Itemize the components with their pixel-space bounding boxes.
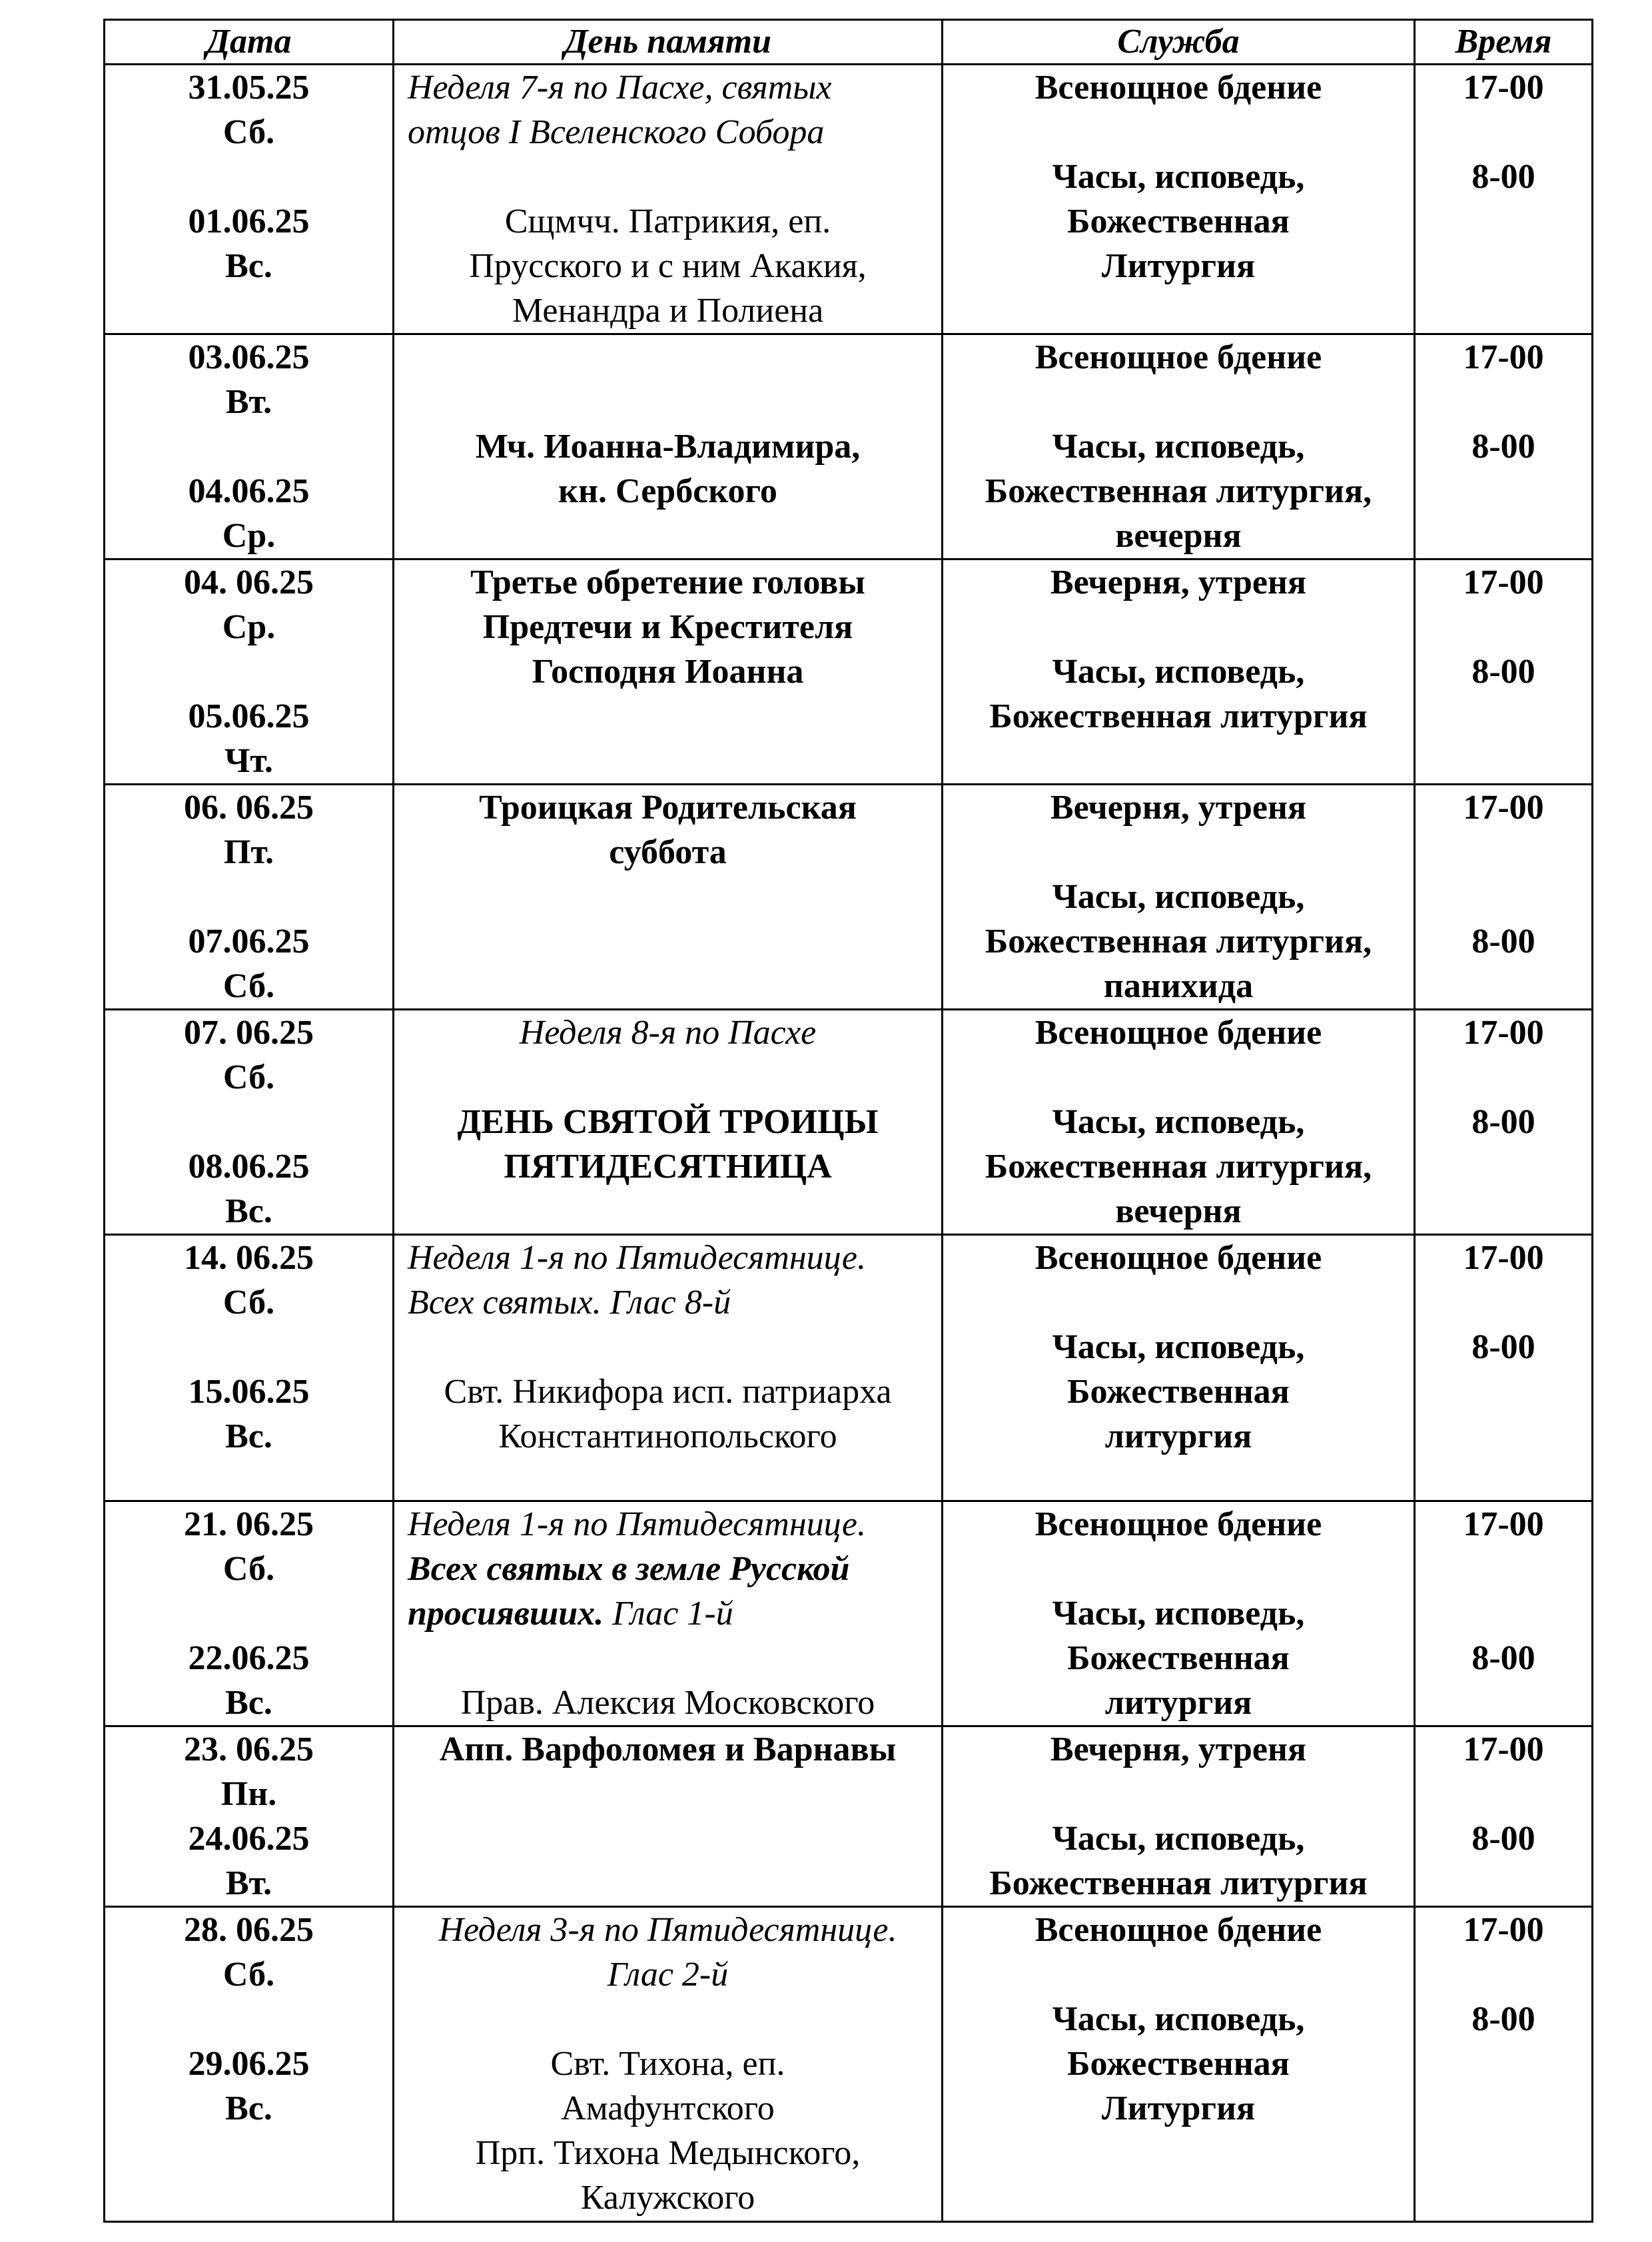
service-line: литургия [1104, 1417, 1252, 1455]
date-line [105, 1997, 392, 2042]
date-line: Сб. [222, 1550, 275, 1588]
service-line: Божественная [1067, 1639, 1290, 1677]
time-line [1416, 1280, 1591, 1325]
memorial-line [394, 1325, 941, 1369]
schedule-table [103, 19, 1593, 2223]
date-line [105, 1591, 392, 1636]
service-cell [943, 1501, 1415, 1726]
date-line: 08.06.25 [188, 1148, 310, 1186]
date-line: 31.05.25 [188, 69, 310, 107]
time-cell [1415, 1235, 1593, 1501]
service-cell [943, 1235, 1415, 1501]
service-line: вечерня [1115, 517, 1242, 555]
time-cell [1415, 1726, 1593, 1907]
service-line: Часы, исповедь, [1052, 653, 1305, 691]
service-line: панихида [1103, 967, 1254, 1005]
service-line: Часы, исповедь, [1052, 428, 1305, 466]
service-cell [943, 1726, 1415, 1907]
memorial-line: Амафунтского [561, 2089, 775, 2127]
service-line [943, 1772, 1414, 1816]
date-line: Вт. [225, 1864, 272, 1902]
date-line: Сб. [222, 1956, 275, 1994]
date-cell [105, 334, 394, 560]
time-line: 8-00 [1471, 923, 1535, 960]
table-row [105, 1907, 1593, 2222]
date-line: 07.06.25 [188, 923, 310, 960]
date-line: Сб. [222, 967, 275, 1005]
memorial-line: отцов I Вселенского Собора [408, 113, 825, 151]
memorial-line: Калужского [580, 2179, 755, 2217]
memorial-cell [394, 1501, 943, 1726]
service-line: Вечерня, утреня [1050, 789, 1307, 827]
date-line: Ср. [222, 608, 276, 646]
date-line: 14. 06.25 [184, 1239, 314, 1277]
service-line: Божественная [1067, 202, 1290, 240]
memorial-cell [394, 560, 943, 785]
header-date: Дата [105, 20, 394, 65]
memorial-cell [394, 1235, 943, 1501]
service-line [943, 830, 1414, 875]
time-line [1416, 875, 1591, 919]
memorial-line [394, 335, 941, 380]
header-time: Время [1415, 20, 1593, 65]
service-line: Часы, исповедь, [1052, 1328, 1305, 1366]
time-cell [1415, 1907, 1593, 2222]
date-cell [105, 1501, 394, 1726]
time-line: 8-00 [1471, 158, 1535, 196]
memorial-line: Константинопольского [498, 1417, 837, 1455]
service-cell [943, 785, 1415, 1010]
service-line: Вечерня, утреня [1050, 563, 1307, 601]
memorial-line [394, 155, 941, 199]
date-line: 21. 06.25 [184, 1505, 314, 1543]
date-cell [105, 1726, 394, 1907]
time-cell [1415, 65, 1593, 334]
schedule-body [105, 65, 1593, 2222]
table-row [105, 1235, 1593, 1501]
memorial-line: Свт. Тихона, еп. [550, 2045, 785, 2083]
date-line: Вс. [225, 1684, 272, 1722]
table-row [105, 785, 1593, 1010]
header-service: Служба [943, 20, 1415, 65]
memorial-line: Господня Иоанна [532, 653, 804, 691]
time-line [1416, 380, 1591, 424]
memorial-line [394, 1997, 941, 2042]
time-line [1416, 1055, 1591, 1100]
memorial-line: Прп. Тихона Медынского, [475, 2134, 861, 2172]
date-cell [105, 65, 394, 334]
service-line: Всенощное бдение [1034, 69, 1322, 107]
memorial-line: Третье обретение головы [470, 563, 865, 601]
date-line: 04.06.25 [188, 472, 310, 510]
service-line: Божественная литургия, [985, 923, 1372, 960]
service-line: Божественная литургия, [985, 1148, 1372, 1186]
service-line: Литургия [1101, 2089, 1256, 2127]
date-cell [105, 1010, 394, 1235]
date-cell [105, 560, 394, 785]
date-line: 01.06.25 [188, 202, 310, 240]
memorial-line: просиявших. Глас 1-й [408, 1595, 733, 1633]
time-line [1416, 110, 1591, 155]
date-line: Вт. [225, 383, 272, 421]
time-line: 17-00 [1463, 1014, 1544, 1052]
service-line: Божественная литургия, [985, 472, 1372, 510]
memorial-line: Апп. Варфоломея и Варнавы [439, 1730, 897, 1768]
service-cell [943, 1010, 1415, 1235]
memorial-line: Неделя 1-я по Пятидесятнице. [408, 1239, 866, 1277]
date-cell [105, 785, 394, 1010]
time-line: 8-00 [1471, 1639, 1535, 1677]
memorial-line: суббота [609, 833, 727, 871]
service-line: Всенощное бдение [1034, 1239, 1322, 1277]
time-line: 17-00 [1463, 1911, 1544, 1949]
time-cell [1415, 785, 1593, 1010]
date-line [105, 424, 392, 469]
time-line: 8-00 [1471, 1103, 1535, 1141]
date-cell [105, 1235, 394, 1501]
service-line: Вечерня, утреня [1050, 1730, 1307, 1768]
date-line [105, 1325, 392, 1369]
service-line: Всенощное бдение [1034, 1911, 1322, 1949]
date-line: 15.06.25 [188, 1373, 310, 1411]
date-line: 23. 06.25 [184, 1730, 314, 1768]
service-cell [943, 65, 1415, 334]
service-line: Часы, исповедь, [1052, 878, 1305, 916]
service-line: Божественная литургия [989, 1864, 1368, 1902]
service-line [943, 605, 1414, 649]
memorial-line: Прусского и с ним Акакия, [469, 247, 867, 285]
date-line: Вс. [225, 1417, 272, 1455]
memorial-line: Предтечи и Крестителя [482, 608, 853, 646]
memorial-line: Глас 2-й [607, 1956, 729, 1994]
header-day: День памяти [394, 20, 943, 65]
memorial-line [394, 1636, 941, 1681]
memorial-line: Неделя 7-я по Пасхе, святых [408, 69, 832, 107]
memorial-line: Всех святых в земле Русской [408, 1550, 850, 1588]
service-cell [943, 334, 1415, 560]
date-line: Вс. [225, 2089, 272, 2127]
time-line [1416, 1772, 1591, 1816]
memorial-cell [394, 1010, 943, 1235]
memorial-line: Свт. Никифора исп. патриарха [444, 1373, 892, 1411]
memorial-line: Всех святых. Глас 8-й [408, 1284, 731, 1321]
date-line: Ср. [222, 517, 276, 555]
service-line [943, 1952, 1414, 1997]
service-line: Часы, исповедь, [1052, 1820, 1305, 1858]
date-line: 05.06.25 [188, 697, 310, 735]
date-line: Сб. [222, 1284, 275, 1321]
service-line: Литургия [1101, 247, 1256, 285]
service-line: вечерня [1115, 1192, 1242, 1230]
time-line [1416, 1547, 1591, 1591]
service-line: Всенощное бдение [1034, 1505, 1322, 1543]
memorial-line [394, 380, 941, 424]
time-cell [1415, 1010, 1593, 1235]
memorial-line-tail: Глас 1-й [612, 1595, 733, 1633]
date-line: Вс. [225, 247, 272, 285]
table-row [105, 560, 1593, 785]
memorial-line: Прав. Алексия Московского [460, 1684, 875, 1722]
date-line: 22.06.25 [188, 1639, 310, 1677]
date-line: 03.06.25 [188, 338, 310, 376]
service-line: Божественная [1067, 2045, 1290, 2083]
memorial-line: ДЕНЬ СВЯТОЙ ТРОИЦЫ [457, 1103, 879, 1141]
table-row [105, 1726, 1593, 1907]
service-line: Божественная [1067, 1373, 1290, 1411]
memorial-line: Неделя 3-я по Пятидесятнице. [438, 1911, 897, 1949]
time-line: 17-00 [1463, 789, 1544, 827]
memorial-line: Троицкая Родительская [479, 789, 857, 827]
service-line [943, 1280, 1414, 1325]
time-line [1416, 605, 1591, 649]
service-line: Божественная литургия [989, 697, 1368, 735]
memorial-cell [394, 1907, 943, 2222]
memorial-cell [394, 65, 943, 334]
date-line: Пт. [223, 833, 274, 871]
memorial-line: Неделя 1-я по Пятидесятнице. [408, 1505, 866, 1543]
date-line: Сб. [222, 113, 275, 151]
time-line: 17-00 [1463, 1730, 1544, 1768]
time-line: 8-00 [1471, 428, 1535, 466]
service-line: Часы, исповедь, [1052, 1103, 1305, 1141]
time-line: 17-00 [1463, 1505, 1544, 1543]
service-line [943, 380, 1414, 424]
date-line: Вс. [225, 1192, 272, 1230]
date-line: Сб. [222, 1058, 275, 1096]
table-row [105, 1010, 1593, 1235]
memorial-line: ПЯТИДЕСЯТНИЦА [504, 1148, 832, 1186]
date-line: 07. 06.25 [184, 1014, 314, 1052]
table-row [105, 334, 1593, 560]
time-line: 8-00 [1471, 2000, 1535, 2038]
service-line: литургия [1104, 1684, 1252, 1722]
service-line [943, 110, 1414, 155]
memorial-line: Мч. Иоанна-Владимира, [475, 428, 861, 466]
time-line [1416, 1952, 1591, 1997]
time-line [1416, 1591, 1591, 1636]
memorial-cell [394, 1726, 943, 1907]
memorial-cell [394, 334, 943, 560]
service-line: Часы, исповедь, [1052, 1595, 1305, 1633]
memorial-line: кн. Сербского [558, 472, 777, 510]
service-line: Часы, исповедь, [1052, 2000, 1305, 2038]
time-line [1416, 830, 1591, 875]
date-line [105, 649, 392, 694]
time-cell [1415, 1501, 1593, 1726]
time-line: 17-00 [1463, 563, 1544, 601]
service-cell [943, 1907, 1415, 2222]
service-line: Всенощное бдение [1034, 338, 1322, 376]
date-line: Чт. [224, 742, 273, 780]
memorial-line: Сщмчч. Патрикия, еп. [504, 202, 831, 240]
time-line: 8-00 [1471, 1820, 1535, 1858]
memorial-line [394, 1055, 941, 1100]
service-line [943, 1055, 1414, 1100]
time-line: 17-00 [1463, 338, 1544, 376]
service-line [943, 1547, 1414, 1591]
header-row [105, 20, 1593, 65]
date-line: 06. 06.25 [184, 789, 314, 827]
date-line [105, 155, 392, 199]
date-line: Пн. [220, 1775, 277, 1813]
date-cell [105, 1907, 394, 2222]
service-cell [943, 560, 1415, 785]
date-line: 24.06.25 [188, 1820, 310, 1858]
date-line [105, 875, 392, 919]
table-row [105, 65, 1593, 334]
service-line: Часы, исповедь, [1052, 158, 1305, 196]
date-line: 04. 06.25 [184, 563, 314, 601]
date-line: 29.06.25 [188, 2045, 310, 2083]
date-line [105, 1100, 392, 1144]
time-line: 8-00 [1471, 653, 1535, 691]
time-line: 8-00 [1471, 1328, 1535, 1366]
time-cell [1415, 334, 1593, 560]
service-line: Всенощное бдение [1034, 1014, 1322, 1052]
time-line: 17-00 [1463, 69, 1544, 107]
table-row [105, 1501, 1593, 1726]
memorial-line: Неделя 8-я по Пасхе [519, 1014, 817, 1052]
date-line: 28. 06.25 [184, 1911, 314, 1949]
time-line: 17-00 [1463, 1239, 1544, 1277]
memorial-line: Менандра и Полиена [512, 292, 824, 330]
time-cell [1415, 560, 1593, 785]
memorial-cell [394, 785, 943, 1010]
